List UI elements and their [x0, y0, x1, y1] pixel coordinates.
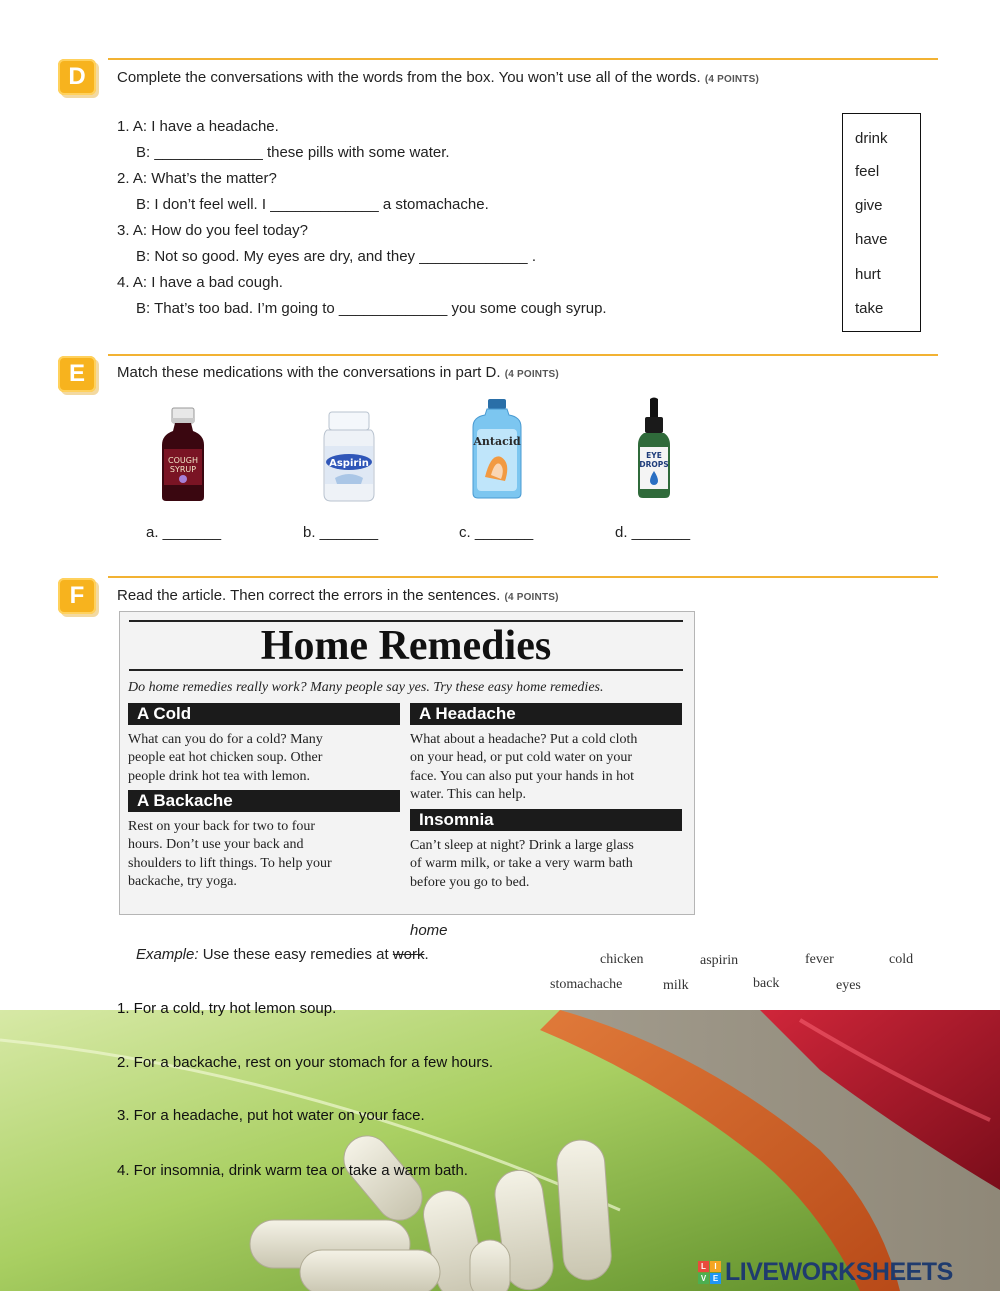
- section-d-points: (4 POINTS): [704, 74, 760, 85]
- word-bank-item[interactable]: milk: [663, 978, 689, 993]
- article-body-headache: [410, 731, 678, 804]
- article-line: What can you do for a cold? Many: [128, 732, 323, 747]
- article-line: people drink hot tea with lemon.: [128, 768, 310, 784]
- article-title-rule: [129, 669, 683, 671]
- section-f-letter: F: [69, 582, 85, 609]
- section-e-letter: E: [68, 360, 85, 387]
- article-line: of warm milk, or take a very warm bath: [410, 856, 633, 872]
- section-f-points: (4 POINTS): [504, 592, 559, 603]
- example-text: Use these easy remedies at: [198, 946, 393, 963]
- example-struck-word: work: [392, 946, 425, 963]
- medication-answer-b: b. _______: [303, 524, 379, 541]
- word-box: [842, 113, 921, 332]
- article-heading-headache: A Headache: [410, 703, 682, 725]
- example-end: .: [424, 946, 429, 963]
- section-d-instruction-text: Complete the conversations with the words from the box. You won’t use all of the words.: [117, 69, 701, 86]
- logo-letter: I: [710, 1261, 721, 1272]
- example-label: Example:: [136, 946, 199, 963]
- logo-mark-icon: [698, 1261, 721, 1284]
- section-e-instruction: [117, 364, 559, 381]
- article-title: Home Remedies: [260, 623, 552, 669]
- logo-letter: E: [710, 1273, 721, 1284]
- word-bank-item[interactable]: fever: [805, 952, 834, 967]
- liveworksheets-logo[interactable]: [698, 1258, 953, 1287]
- conversation-line: 1. A: I have a headache.: [117, 118, 279, 135]
- conversation-line: 2. A: What’s the matter?: [117, 170, 277, 187]
- article-heading-cold: A Cold: [128, 703, 400, 725]
- aspirin-bottle-image: [321, 410, 377, 504]
- word-bank-item[interactable]: aspirin: [700, 953, 739, 968]
- conversation-line: B: Not so good. My eyes are dry, and they _____________ .: [136, 248, 536, 265]
- section-d-letter: D: [68, 63, 86, 90]
- conversation-line: B: That’s too bad. I’m going to _____________ you some cough syrup.: [136, 300, 607, 317]
- article-line: on your head, or put cold water on your: [410, 750, 632, 766]
- article-line: Can’t sleep at night? Drink a large glass: [410, 838, 634, 853]
- word-box-item: hurt: [855, 266, 881, 283]
- article-line: face. You can also put your hands in hot: [410, 768, 634, 784]
- article-line: backache, try yoga.: [128, 873, 237, 889]
- section-e-divider: [108, 354, 938, 356]
- article-line: hours. Don’t use your back and: [128, 837, 304, 853]
- medication-answer-a: a. _______: [146, 524, 222, 541]
- section-f-divider: [108, 576, 938, 578]
- section-e-points: (4 POINTS): [504, 369, 559, 380]
- correction-sentence: 4. For insomnia, drink warm tea or take a warm bath.: [117, 1162, 468, 1179]
- section-d-divider: [108, 58, 938, 60]
- example-sentence: [136, 946, 429, 963]
- section-e-instruction-text: Match these medications with the conversations in part D.: [117, 364, 501, 381]
- example-correction: home: [410, 922, 448, 939]
- conversation-line: B: I don’t feel well. I _____________ a stomachache.: [136, 196, 489, 213]
- eye-drops-label-text-1: EYE: [646, 451, 662, 460]
- conversation-line: B: _____________ these pills with some water.: [136, 144, 450, 161]
- word-box-item: drink: [855, 130, 888, 147]
- logo-letter: V: [698, 1273, 709, 1284]
- article-body-cold: [128, 731, 396, 786]
- article-heading-insomnia: Insomnia: [410, 809, 682, 831]
- section-e-badge: [58, 356, 96, 392]
- antacid-bottle-image: [471, 397, 523, 501]
- word-bank-item[interactable]: chicken: [600, 952, 644, 967]
- medication-answer-d: d. _______: [615, 524, 691, 541]
- word-bank-item[interactable]: back: [753, 976, 780, 991]
- word-bank-item[interactable]: stomachache: [550, 977, 623, 992]
- word-bank-item[interactable]: cold: [889, 952, 914, 967]
- logo-letter: L: [698, 1261, 709, 1272]
- section-f-instruction-text: Read the article. Then correct the errors in the sentences.: [117, 587, 501, 604]
- section-d-badge: [58, 59, 96, 95]
- logo-brand-text: LIVEWORKSHEETS: [725, 1258, 953, 1286]
- section-f-badge: [58, 578, 96, 614]
- word-bank-item[interactable]: eyes: [836, 978, 861, 993]
- cough-syrup-bottle-image: [158, 405, 208, 505]
- conversation-line: 4. A: I have a bad cough.: [117, 274, 283, 291]
- article-subtitle: Do home remedies really work? Many people say yes. Try these easy home remedies.: [128, 680, 604, 695]
- word-box-item: take: [855, 300, 884, 317]
- medication-answer-c: c. _______: [459, 524, 534, 541]
- conversation-line: 3. A: How do you feel today?: [117, 222, 308, 239]
- article-body-insomnia: [410, 837, 678, 892]
- article-line: water. This can help.: [410, 786, 526, 802]
- eye-drops-label-text-2: DROPS: [639, 460, 669, 469]
- cough-syrup-label-text-2: SYRUP: [169, 465, 197, 474]
- article-line: before you go to bed.: [410, 874, 530, 890]
- article-line: shoulders to lift things. To help your: [128, 855, 332, 871]
- cough-syrup-label-text-1: COUGH: [168, 456, 198, 465]
- article-line: people eat hot chicken soup. Other: [128, 750, 323, 766]
- word-box-item: have: [855, 231, 888, 248]
- word-box-item: feel: [855, 163, 880, 180]
- article-body-backache: [128, 818, 396, 891]
- correction-sentence: 1. For a cold, try hot lemon soup.: [117, 1000, 337, 1017]
- article-line: Rest on your back for two to four: [128, 819, 316, 834]
- herbal-capsules-photo: [0, 1010, 1000, 1291]
- section-f-instruction: [117, 587, 559, 604]
- article-line: What about a headache? Put a cold cloth: [410, 732, 638, 747]
- aspirin-label-text: Aspirin: [329, 458, 369, 469]
- antacid-label-text: Antacid: [473, 435, 521, 448]
- home-remedies-article: [119, 611, 695, 915]
- word-box-item: give: [855, 197, 883, 214]
- correction-sentence: 3. For a headache, put hot water on your face.: [117, 1107, 425, 1124]
- section-d-instruction: [117, 69, 759, 86]
- eye-drops-bottle-image: [634, 397, 674, 501]
- article-heading-backache: A Backache: [128, 790, 400, 812]
- correction-sentence: 2. For a backache, rest on your stomach for a few hours.: [117, 1054, 494, 1071]
